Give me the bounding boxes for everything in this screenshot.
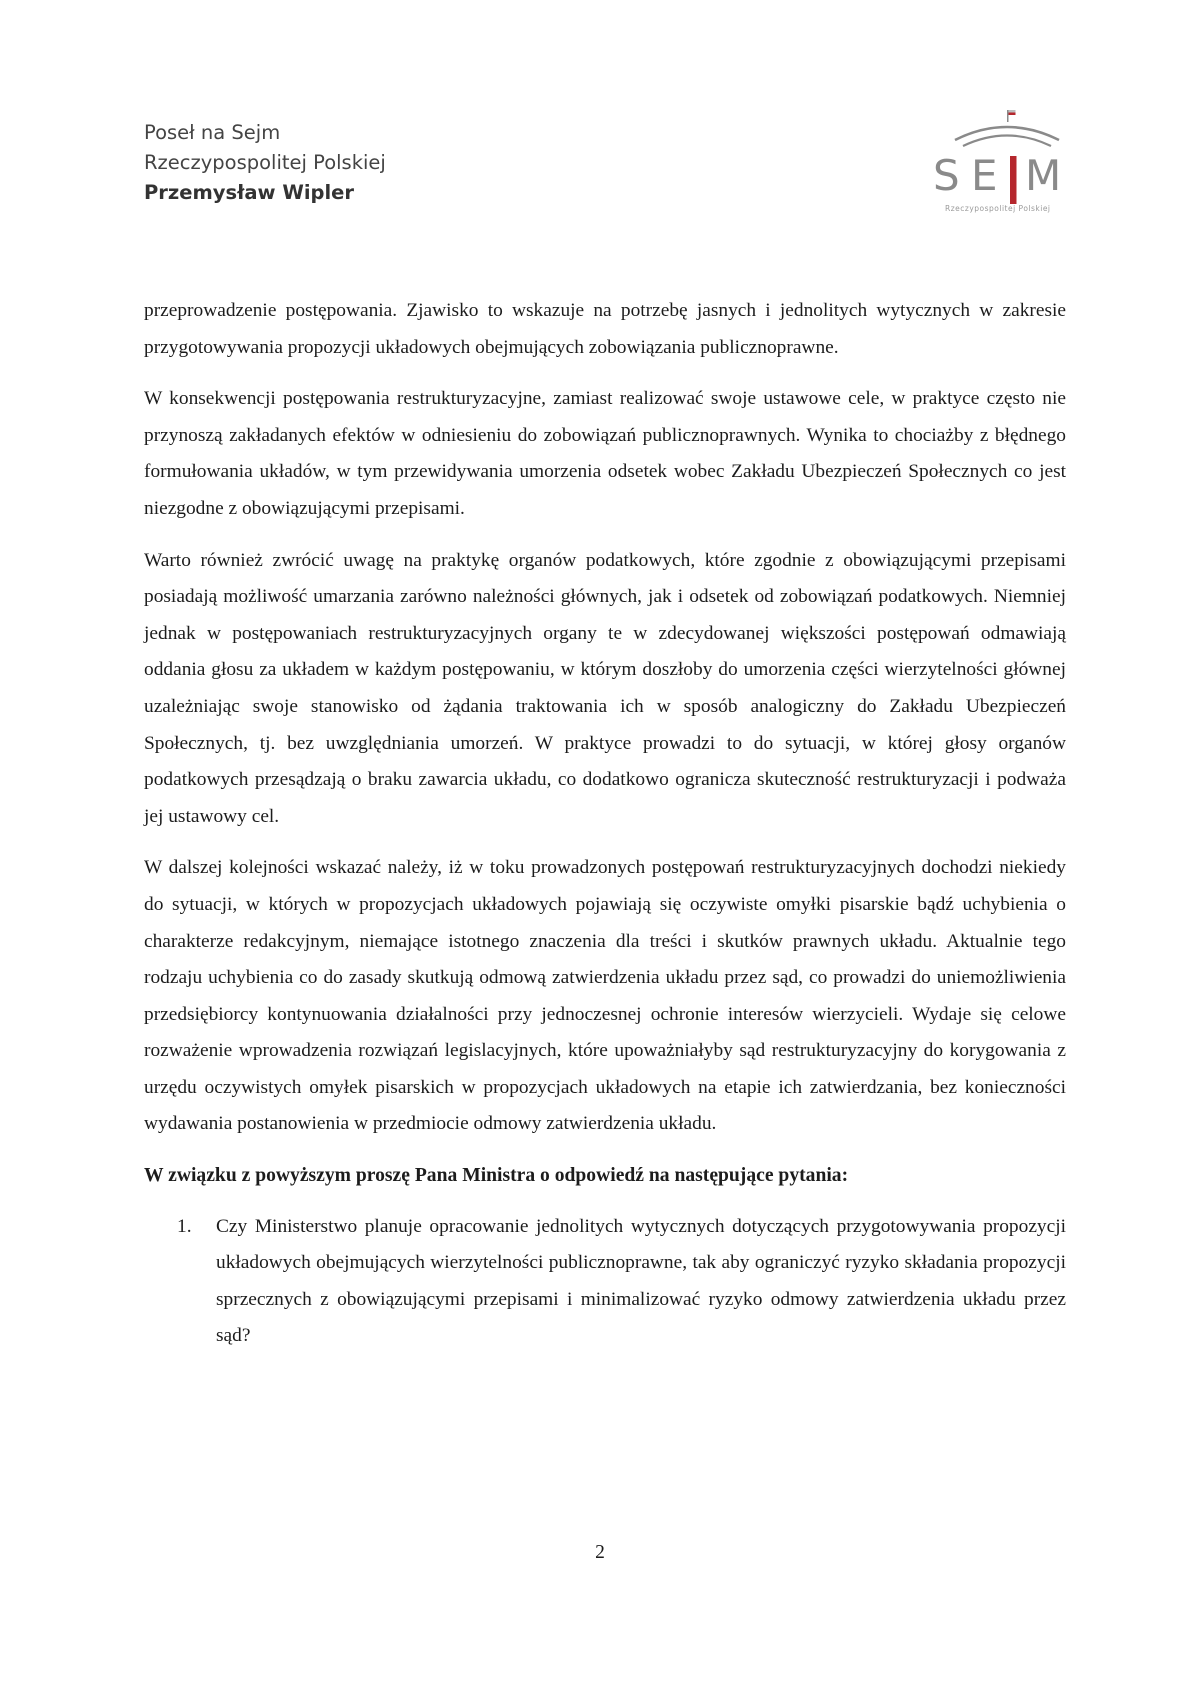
letterhead-name: Przemysław Wipler xyxy=(144,181,354,204)
svg-text:S: S xyxy=(933,151,964,200)
question-number: 1. xyxy=(177,1215,192,1237)
question-item xyxy=(144,1209,1066,1355)
page-number: 2 xyxy=(595,1542,605,1563)
sejm-logo-icon xyxy=(925,108,1075,216)
sejm-logo xyxy=(925,108,1075,216)
letter-body xyxy=(144,293,1066,1355)
letterhead xyxy=(144,118,386,208)
svg-text:E: E xyxy=(971,151,998,200)
letterhead-country: Rzeczypospolitej Polskiej xyxy=(144,151,386,174)
svg-text:M: M xyxy=(1025,151,1062,200)
paragraph-2: W konsekwencji postępowania restrukturyzacyjne, zamiast realizować swoje ustawowe cele, w praktyce często nie przynoszą zakładanych efektów w odniesieniu do zobowiązań publicznoprawnych. Wynika to chociażby z błędnego formułowania układów, w tym przewidywania umorzenia odsetek wobec Zakładu Ubezpieczeń Społecznych co jest niezgodne z obowiązującymi przepisami. xyxy=(144,388,1066,519)
paragraph-1: przeprowadzenie postępowania. Zjawisko to wskazuje na potrzebę jasnych i jednolitych wytycznych w zakresie przygotowywania propozycji układowych obejmujących zobowiązania publicznoprawne. xyxy=(144,300,1066,358)
questions-list xyxy=(144,1209,1066,1355)
letterhead-title: Poseł na Sejm xyxy=(144,121,281,144)
svg-text:Rzeczypospolitej Polskiej: Rzeczypospolitej Polskiej xyxy=(945,204,1051,213)
paragraph-4: W dalszej kolejności wskazać należy, iż w toku prowadzonych postępowań restrukturyzacyjnych dochodzi niekiedy do sytuacji, w których w propozycjach układowych pojawiają się oczywiste omyłki pisarskie bądź uchybienia o charakterze redakcyjnym, niemające istotnego znaczenia dla treści i skutków prawnych układu. Aktualnie tego rodzaju uchybienia co do zasady skutkują odmową zatwierdzenia układu przez sąd, co prowadzi do uniemożliwienia przedsiębiorcy kontynuowania działalności przy jednoczesnej ochronie interesów wierzycieli. Wydaje się celowe rozważenie wprowadzenia rozwiązań legislacyjnych, które upoważniałyby sąd restrukturyzacyjny do korygowania z urzędu oczywistych omyłek pisarskich w propozycjach układowych na etapie ich zatwierdzania, bez konieczności wydawania postanowienia w przedmiocie odmowy zatwierdzenia układu. xyxy=(144,857,1066,1135)
question-text: Czy Ministerstwo planuje opracowanie jednolitych wytycznych dotyczących przygotowywania propozycji układowych obejmujących wierzytelności publicznoprawne, tak aby ograniczyć ryzyko składania propozycji sprzecznych z obowiązującymi przepisami i minimalizować ryzyko odmowy zatwierdzenia układu przez sąd? xyxy=(216,1215,1066,1347)
questions-heading: W związku z powyższym proszę Pana Ministra o odpowiedź na następujące pytania: xyxy=(144,1165,849,1187)
paragraph-3: Warto również zwrócić uwagę na praktykę organów podatkowych, które zgodnie z obowiązującymi przepisami posiadają możliwość umarzania zarówno należności głównych, jak i odsetek od zobowiązań podatkowych. Niemniej jednak w postępowaniach restrukturyzacyjnych organy te w zdecydowanej większości postępowań odmawiają oddania głosu za układem w każdym postępowaniu, w którym doszłoby do umorzenia części wierzytelności głównej uzależniając swoje stanowisko od żądania traktowania ich w sposób analogiczny do Zakładu Ubezpieczeń Społecznych, tj. bez uwzględniania umorzeń. W praktyce prowadzi to do sytuacji, w której głosy organów podatkowych przesądzają o braku zawarcia układu, co dodatkowo ogranicza skuteczność restrukturyzacji i podważa jej ustawowy cel. xyxy=(144,549,1066,827)
